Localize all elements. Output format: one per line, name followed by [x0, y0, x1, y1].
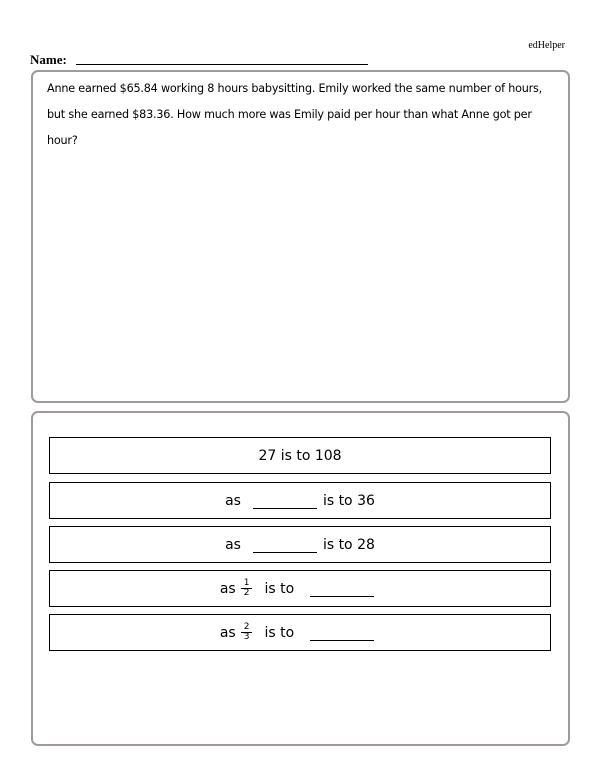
- answer-blank[interactable]: [253, 536, 317, 553]
- name-label: Name:: [30, 52, 67, 67]
- numerator: 1: [241, 579, 253, 589]
- brand-label: edHelper: [528, 40, 565, 51]
- question-text: Anne earned $65.84 working 8 hours babysitting. Emily worked the same number of hours, but she earned $83.36. How much more was Emily paid per hour than what Anne got per hour?: [47, 82, 543, 147]
- is-to-label: is to: [264, 580, 295, 597]
- ratio-text: 27 is to 108: [258, 447, 342, 464]
- as-label: as: [219, 624, 236, 641]
- answer-blank[interactable]: [253, 492, 317, 509]
- value: 28: [357, 536, 375, 553]
- proportion-row-4: [49, 570, 551, 607]
- proportion-row-3: [49, 526, 551, 563]
- denominator: 2: [243, 588, 250, 598]
- answer-blank[interactable]: [310, 580, 374, 597]
- as-label: as: [225, 536, 241, 553]
- answer-blank[interactable]: [310, 624, 374, 641]
- proportion-row-1: [49, 437, 551, 474]
- denominator: 3: [243, 632, 250, 642]
- question-box: [31, 70, 570, 403]
- is-to-label: is to: [264, 624, 295, 641]
- fraction: [241, 623, 253, 642]
- as-label: as: [225, 492, 241, 509]
- fraction: [241, 579, 253, 598]
- name-field[interactable]: [76, 64, 368, 65]
- proportion-row-2: [49, 482, 551, 519]
- as-label: as: [219, 580, 236, 597]
- is-to-label: is to: [322, 536, 353, 553]
- numerator: 2: [241, 623, 253, 633]
- is-to-label: is to: [322, 492, 353, 509]
- proportion-box: [31, 411, 570, 746]
- value: 36: [357, 492, 375, 509]
- proportion-row-5: [49, 614, 551, 651]
